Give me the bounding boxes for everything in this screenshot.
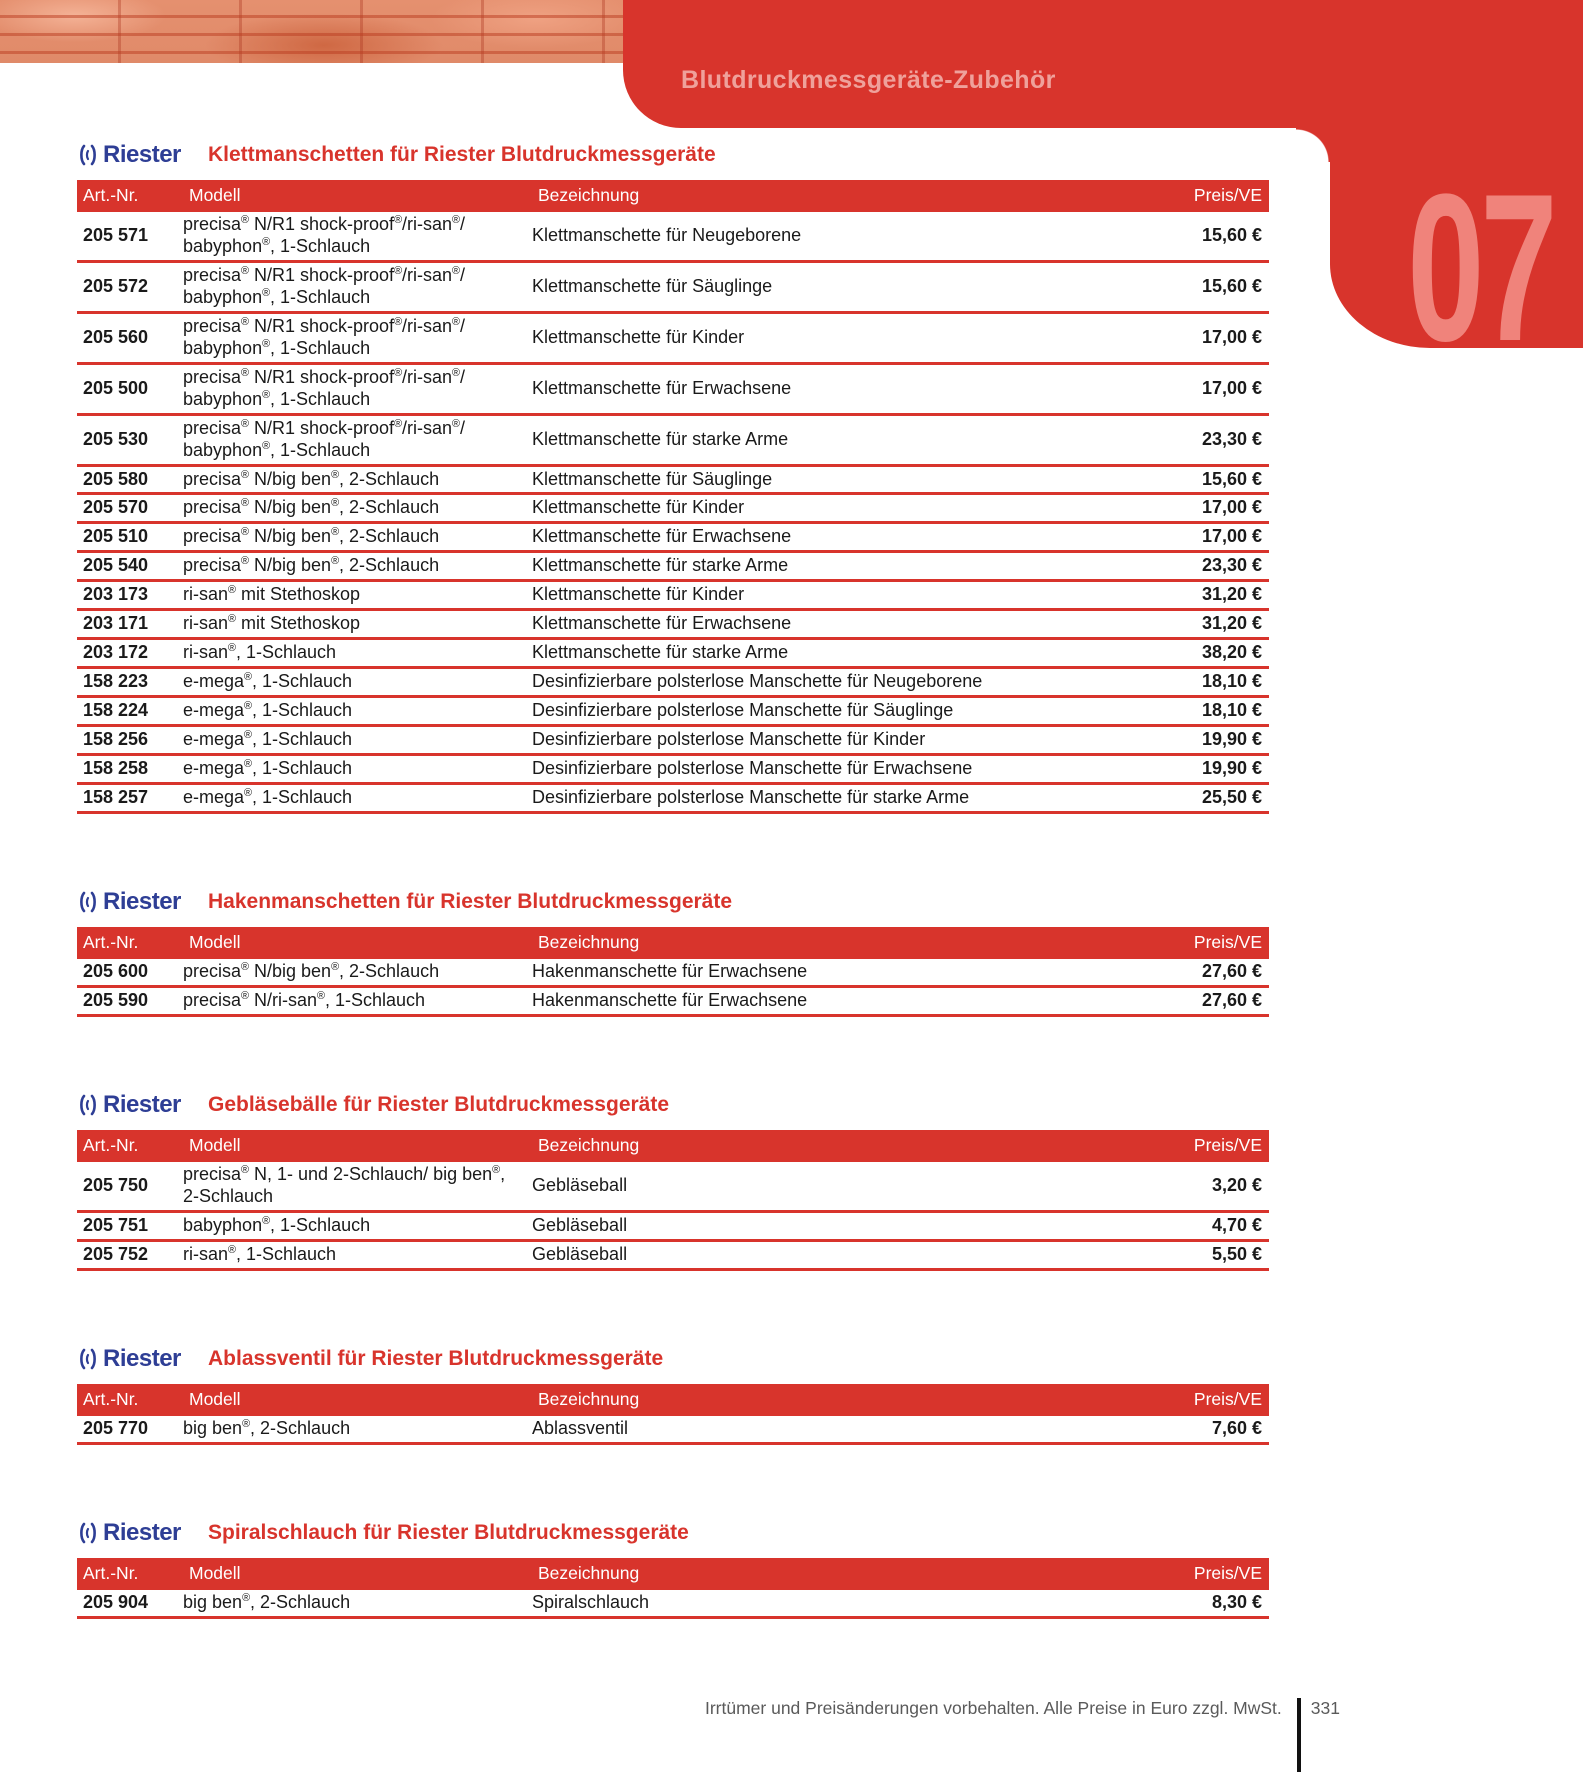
product-section	[77, 137, 1269, 814]
preis-cell: 19,90 €	[1050, 755, 1269, 784]
section-head	[77, 1515, 1269, 1551]
price-table	[77, 927, 1269, 1017]
table-row	[77, 261, 1269, 312]
brick-texture-image	[0, 0, 623, 63]
modell-cell: precisa® N/ri-san®, 1-Schlauch	[183, 986, 532, 1015]
preis-cell: 17,00 €	[1050, 494, 1269, 523]
art-nr-cell: 205 530	[77, 414, 183, 465]
column-header-bezeichnung: Bezeichnung	[532, 1384, 1050, 1416]
column-header-modell: Modell	[183, 1130, 532, 1162]
preis-cell: 38,20 €	[1050, 639, 1269, 668]
preis-cell: 23,30 €	[1050, 552, 1269, 581]
bezeichnung-cell: Hakenmanschette für Erwachsene	[532, 986, 1050, 1015]
riester-logo-icon	[77, 143, 99, 167]
column-header-modell: Modell	[183, 1384, 532, 1416]
modell-cell: precisa® N/R1 shock-proof®/ri-san®/ babyphon®, 1-Schlauch	[183, 261, 532, 312]
preis-cell: 17,00 €	[1050, 312, 1269, 363]
riester-logo	[77, 1345, 195, 1373]
table-row	[77, 1590, 1269, 1617]
art-nr-cell: 205 752	[77, 1240, 183, 1269]
preis-cell: 3,20 €	[1050, 1162, 1269, 1211]
art-nr-cell: 205 500	[77, 363, 183, 414]
modell-cell: big ben®, 2-Schlauch	[183, 1416, 532, 1443]
modell-cell: precisa® N, 1- und 2-Schlauch/ big ben®, 2-Schlauch	[183, 1162, 532, 1211]
art-nr-cell: 205 580	[77, 465, 183, 494]
bezeichnung-cell: Klettmanschette für Kinder	[532, 312, 1050, 363]
preis-cell: 19,90 €	[1050, 726, 1269, 755]
art-nr-cell: 158 257	[77, 784, 183, 813]
table-row	[77, 697, 1269, 726]
art-nr-cell: 158 258	[77, 755, 183, 784]
table-row	[77, 986, 1269, 1015]
bezeichnung-cell: Hakenmanschette für Erwachsene	[532, 959, 1050, 986]
modell-cell: ri-san® mit Stethoskop	[183, 581, 532, 610]
modell-cell: e-mega®, 1-Schlauch	[183, 697, 532, 726]
preis-cell: 15,60 €	[1050, 261, 1269, 312]
bezeichnung-cell: Gebläseball	[532, 1162, 1050, 1211]
bezeichnung-cell: Klettmanschette für Säuglinge	[532, 465, 1050, 494]
preis-cell: 4,70 €	[1050, 1211, 1269, 1240]
column-header-art-nr: Art.-Nr.	[77, 927, 183, 959]
riester-logo-icon	[77, 1093, 99, 1117]
bezeichnung-cell: Spiralschlauch	[532, 1590, 1050, 1617]
section-title: Spiralschlauch für Riester Blutdruckmessgeräte	[208, 1520, 689, 1544]
art-nr-cell: 205 590	[77, 986, 183, 1015]
modell-cell: ri-san®, 1-Schlauch	[183, 1240, 532, 1269]
table-row	[77, 494, 1269, 523]
art-nr-cell: 203 171	[77, 610, 183, 639]
table-header-row	[77, 180, 1269, 212]
art-nr-cell: 203 172	[77, 639, 183, 668]
price-table	[77, 180, 1269, 814]
price-table	[77, 1384, 1269, 1445]
art-nr-cell: 205 770	[77, 1416, 183, 1443]
column-header-bezeichnung: Bezeichnung	[532, 1558, 1050, 1590]
column-header-art-nr: Art.-Nr.	[77, 1558, 183, 1590]
section-title: Ablassventil für Riester Blutdruckmessgeräte	[208, 1346, 664, 1370]
preis-cell: 15,60 €	[1050, 465, 1269, 494]
bezeichnung-cell: Klettmanschette für starke Arme	[532, 639, 1050, 668]
bezeichnung-cell: Ablassventil	[532, 1416, 1050, 1443]
riester-logo-text: Riester	[103, 141, 181, 168]
bezeichnung-cell: Klettmanschette für Erwachsene	[532, 523, 1050, 552]
table-header-row	[77, 927, 1269, 959]
table-row	[77, 1162, 1269, 1211]
page-number: 331	[1310, 1698, 1340, 1718]
table-header-row	[77, 1558, 1269, 1590]
section-title: Klettmanschetten für Riester Blutdruckmessgeräte	[208, 143, 716, 166]
modell-cell: precisa® N/R1 shock-proof®/ri-san®/ babyphon®, 1-Schlauch	[183, 312, 532, 363]
preis-cell: 31,20 €	[1050, 610, 1269, 639]
column-header-modell: Modell	[183, 180, 532, 212]
column-header-art-nr: Art.-Nr.	[77, 1130, 183, 1162]
table-header-row	[77, 1384, 1269, 1416]
art-nr-cell: 205 560	[77, 312, 183, 363]
column-header-art-nr: Art.-Nr.	[77, 180, 183, 212]
preis-cell: 27,60 €	[1050, 986, 1269, 1015]
section-head	[77, 1087, 1269, 1123]
bezeichnung-cell: Desinfizierbare polsterlose Manschette für Säuglinge	[532, 697, 1050, 726]
riester-logo	[77, 888, 195, 916]
bezeichnung-cell: Klettmanschette für Säuglinge	[532, 261, 1050, 312]
art-nr-cell: 158 223	[77, 668, 183, 697]
section-head	[77, 137, 1269, 173]
riester-logo-icon	[77, 890, 99, 914]
preis-cell: 23,30 €	[1050, 414, 1269, 465]
art-nr-cell: 205 600	[77, 959, 183, 986]
table-row	[77, 610, 1269, 639]
preis-cell: 27,60 €	[1050, 959, 1269, 986]
chapter-tab	[1330, 0, 1583, 385]
product-section	[77, 1515, 1269, 1619]
art-nr-cell: 205 510	[77, 523, 183, 552]
column-header-preis-ve: Preis/VE	[1050, 927, 1269, 959]
preis-cell: 25,50 €	[1050, 784, 1269, 813]
table-row	[77, 212, 1269, 261]
chapter-number: 07	[1407, 149, 1554, 385]
bezeichnung-cell: Desinfizierbare polsterlose Manschette für Kinder	[532, 726, 1050, 755]
page-footer	[0, 1698, 1583, 1772]
table-row	[77, 1211, 1269, 1240]
art-nr-cell: 205 750	[77, 1162, 183, 1211]
table-row	[77, 523, 1269, 552]
bezeichnung-cell: Klettmanschette für Kinder	[532, 494, 1050, 523]
bezeichnung-cell: Gebläseball	[532, 1240, 1050, 1269]
column-header-bezeichnung: Bezeichnung	[532, 1130, 1050, 1162]
bezeichnung-cell: Gebläseball	[532, 1211, 1050, 1240]
bezeichnung-cell: Klettmanschette für Erwachsene	[532, 363, 1050, 414]
table-row	[77, 755, 1269, 784]
riester-logo	[77, 1091, 195, 1119]
riester-logo-text: Riester	[103, 1344, 181, 1372]
table-row	[77, 552, 1269, 581]
riester-logo-text: Riester	[103, 1518, 181, 1546]
modell-cell: babyphon®, 1-Schlauch	[183, 1211, 532, 1240]
bezeichnung-cell: Desinfizierbare polsterlose Manschette für Neugeborene	[532, 668, 1050, 697]
product-section	[77, 1341, 1269, 1445]
riester-logo-icon	[77, 1521, 99, 1545]
art-nr-cell: 158 224	[77, 697, 183, 726]
table-row	[77, 668, 1269, 697]
bezeichnung-cell: Klettmanschette für starke Arme	[532, 552, 1050, 581]
riester-logo-text: Riester	[103, 1090, 181, 1118]
art-nr-cell: 205 540	[77, 552, 183, 581]
column-header-preis-ve: Preis/VE	[1050, 1130, 1269, 1162]
modell-cell: precisa® N/R1 shock-proof®/ri-san®/ babyphon®, 1-Schlauch	[183, 414, 532, 465]
table-row	[77, 414, 1269, 465]
preis-cell: 5,50 €	[1050, 1240, 1269, 1269]
preis-cell: 8,30 €	[1050, 1590, 1269, 1617]
modell-cell: precisa® N/big ben®, 2-Schlauch	[183, 523, 532, 552]
column-header-art-nr: Art.-Nr.	[77, 1384, 183, 1416]
preis-cell: 18,10 €	[1050, 668, 1269, 697]
footer-divider	[1297, 1698, 1301, 1772]
bezeichnung-cell: Klettmanschette für Neugeborene	[532, 212, 1050, 261]
product-section	[77, 1087, 1269, 1271]
table-row	[77, 1416, 1269, 1443]
art-nr-cell: 205 751	[77, 1211, 183, 1240]
art-nr-cell: 158 256	[77, 726, 183, 755]
column-header-bezeichnung: Bezeichnung	[532, 927, 1050, 959]
column-header-preis-ve: Preis/VE	[1050, 180, 1269, 212]
table-header-row	[77, 1130, 1269, 1162]
column-header-bezeichnung: Bezeichnung	[532, 180, 1050, 212]
bezeichnung-cell: Desinfizierbare polsterlose Manschette für Erwachsene	[532, 755, 1050, 784]
modell-cell: precisa® N/big ben®, 2-Schlauch	[183, 465, 532, 494]
table-row	[77, 1240, 1269, 1269]
riester-logo	[77, 1519, 195, 1547]
modell-cell: precisa® N/big ben®, 2-Schlauch	[183, 494, 532, 523]
riester-logo-text: Riester	[103, 887, 181, 915]
column-header-modell: Modell	[183, 1558, 532, 1590]
preis-cell: 17,00 €	[1050, 523, 1269, 552]
riester-logo	[77, 141, 195, 169]
modell-cell: ri-san® mit Stethoskop	[183, 610, 532, 639]
section-title: Gebläsebälle für Riester Blutdruckmessgeräte	[208, 1092, 670, 1116]
modell-cell: e-mega®, 1-Schlauch	[183, 784, 532, 813]
modell-cell: precisa® N/R1 shock-proof®/ri-san®/ babyphon®, 1-Schlauch	[183, 363, 532, 414]
bezeichnung-cell: Klettmanschette für starke Arme	[532, 414, 1050, 465]
sections-container	[77, 137, 1269, 1619]
table-row	[77, 312, 1269, 363]
art-nr-cell: 205 570	[77, 494, 183, 523]
section-head	[77, 884, 1269, 920]
preis-cell: 15,60 €	[1050, 212, 1269, 261]
section-head	[77, 1341, 1269, 1377]
column-header-preis-ve: Preis/VE	[1050, 1558, 1269, 1590]
footer-note: Irrtümer und Preisänderungen vorbehalten. Alle Preise in Euro zzgl. MwSt.	[704, 1698, 1282, 1718]
art-nr-cell: 205 572	[77, 261, 183, 312]
table-row	[77, 639, 1269, 668]
table-row	[77, 363, 1269, 414]
modell-cell: e-mega®, 1-Schlauch	[183, 726, 532, 755]
art-nr-cell: 205 904	[77, 1590, 183, 1617]
bezeichnung-cell: Desinfizierbare polsterlose Manschette für starke Arme	[532, 784, 1050, 813]
preis-cell: 18,10 €	[1050, 697, 1269, 726]
modell-cell: ri-san®, 1-Schlauch	[183, 639, 532, 668]
table-row	[77, 959, 1269, 986]
table-row	[77, 726, 1269, 755]
product-section	[77, 884, 1269, 1017]
modell-cell: precisa® N/big ben®, 2-Schlauch	[183, 959, 532, 986]
column-header-modell: Modell	[183, 927, 532, 959]
section-title: Hakenmanschetten für Riester Blutdruckmessgeräte	[208, 889, 733, 913]
modell-cell: precisa® N/R1 shock-proof®/ri-san®/ babyphon®, 1-Schlauch	[183, 212, 532, 261]
art-nr-cell: 205 571	[77, 212, 183, 261]
preis-cell: 17,00 €	[1050, 363, 1269, 414]
page-title: Blutdruckmessgeräte-Zubehör	[681, 66, 1056, 94]
bezeichnung-cell: Klettmanschette für Erwachsene	[532, 610, 1050, 639]
bezeichnung-cell: Klettmanschette für Kinder	[532, 581, 1050, 610]
table-row	[77, 465, 1269, 494]
column-header-preis-ve: Preis/VE	[1050, 1384, 1269, 1416]
modell-cell: big ben®, 2-Schlauch	[183, 1590, 532, 1617]
price-table	[77, 1558, 1269, 1619]
modell-cell: e-mega®, 1-Schlauch	[183, 668, 532, 697]
table-row	[77, 784, 1269, 813]
preis-cell: 7,60 €	[1050, 1416, 1269, 1443]
price-table	[77, 1130, 1269, 1271]
preis-cell: 31,20 €	[1050, 581, 1269, 610]
band-corner-fillet	[1296, 128, 1330, 162]
modell-cell: precisa® N/big ben®, 2-Schlauch	[183, 552, 532, 581]
table-row	[77, 581, 1269, 610]
riester-logo-icon	[77, 1347, 99, 1371]
modell-cell: e-mega®, 1-Schlauch	[183, 755, 532, 784]
art-nr-cell: 203 173	[77, 581, 183, 610]
